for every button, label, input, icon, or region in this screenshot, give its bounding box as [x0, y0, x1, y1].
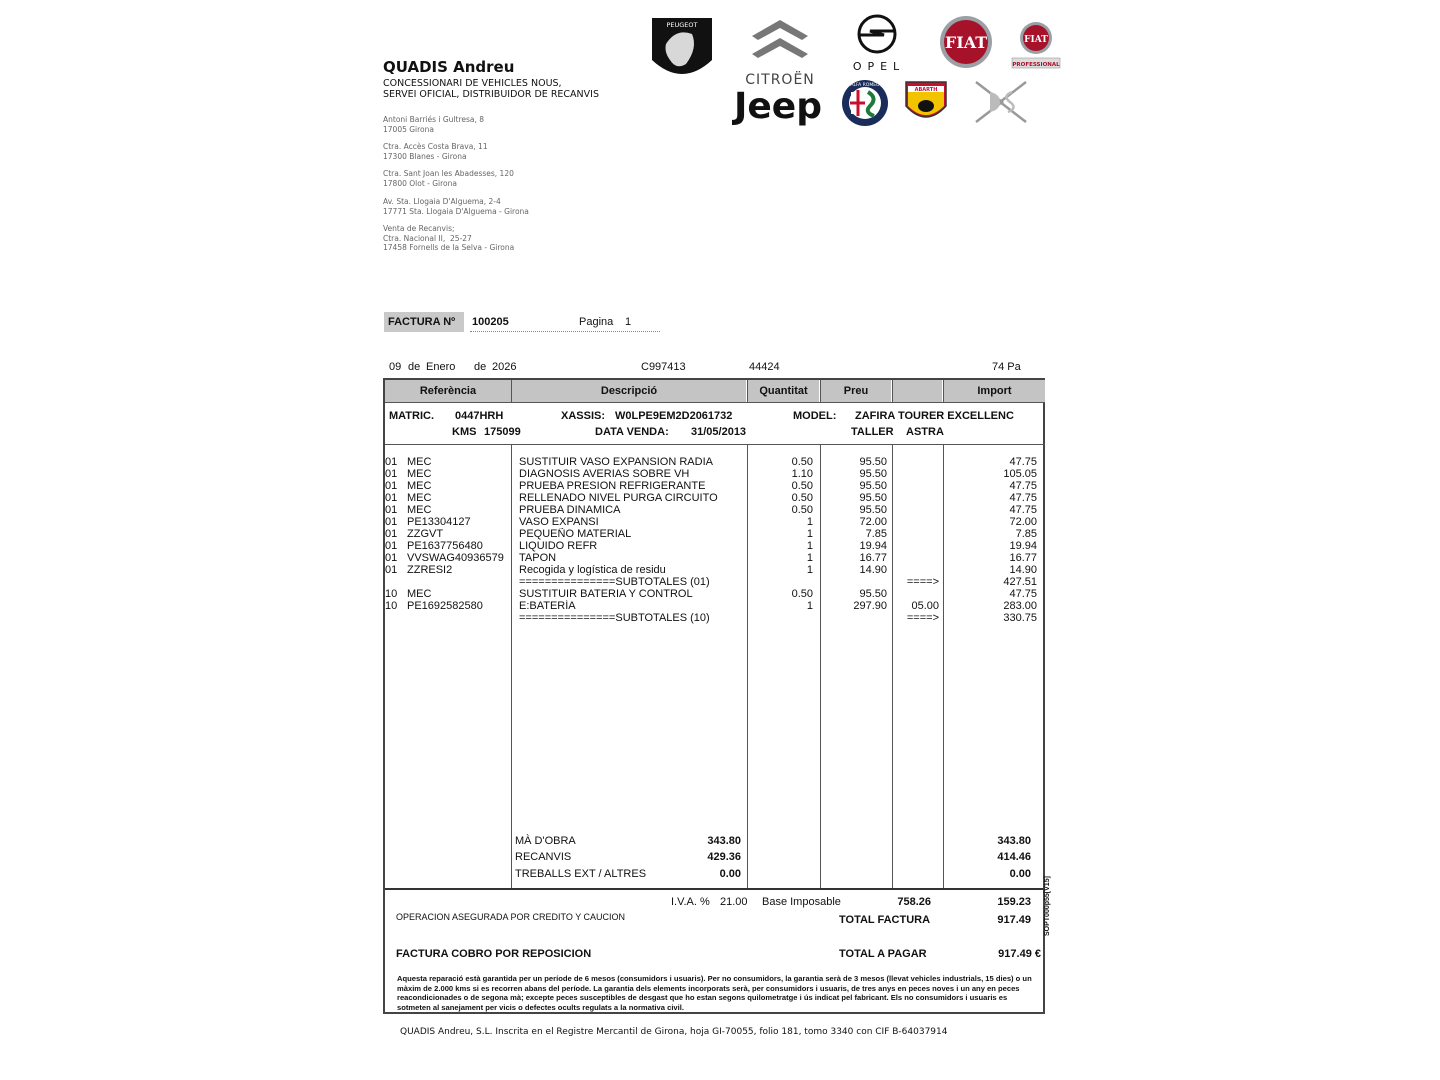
line-description: SUSTITUIR BATERIA Y CONTROL [519, 588, 693, 600]
ds-logo [972, 78, 1030, 128]
totals-divider [385, 888, 1045, 890]
line-quantity: 1 [806, 528, 813, 540]
address-4: Av. Sta. Llogaia D'Alguema, 2-4 17771 Sta. Llogaia D'Alguema - Girona [383, 197, 529, 216]
taller-value: ASTRA [906, 426, 944, 438]
kms-label: KMS [452, 426, 477, 438]
line-quantity: 1 [806, 552, 813, 564]
invoice-number: 100205 [472, 316, 509, 328]
line-reference: MEC [407, 480, 432, 492]
line-amount: 47.75 [1009, 456, 1037, 468]
line-amount: 105.05 [1003, 468, 1037, 480]
line-price: 95.50 [859, 468, 887, 480]
line-group: 01 [385, 540, 398, 552]
line-description: PRUEBA DINAMICA [519, 504, 621, 516]
body-sep-1 [511, 445, 512, 888]
company-description [383, 78, 599, 100]
line-description: RELLENADO NIVEL PURGA CIRCUITO [519, 492, 718, 504]
line-description: PEQUEÑO MATERIAL [519, 528, 632, 540]
line-group: 01 [385, 468, 398, 480]
invoice-day: 09 [389, 361, 402, 373]
line-amount: 72.00 [1009, 516, 1037, 528]
address-3: Ctra. Sant Joan les Abadesses, 120 17800 Olot - Girona [383, 169, 514, 188]
col-header-ref: Referència [385, 380, 511, 402]
fiat-text: FIAT [944, 33, 988, 52]
company-desc-line2: SERVEI OFICIAL, DISTRIBUIDOR DE RECANVIS [383, 89, 599, 100]
line-reference: PE1637756480 [407, 540, 483, 552]
line-group: 01 [385, 504, 398, 516]
peugeot-logo [646, 14, 718, 88]
line-quantity: 0.50 [791, 504, 813, 516]
company-desc-line1: CONCESSIONARI DE VEHICLES NOUS, [383, 78, 562, 89]
line-description: ===============SUBTOTALES (10) [519, 612, 710, 624]
reference-3: 74 Pa [992, 361, 1021, 373]
treballs-value: 0.00 [719, 868, 741, 880]
line-group: 01 [385, 564, 398, 576]
line-description: TAPON [519, 552, 557, 564]
header-divider [385, 402, 1045, 403]
line-extra: ====> [906, 612, 939, 624]
line-reference: VVSWAG40936579 [407, 552, 504, 564]
treballs-import: 0.00 [1009, 868, 1031, 880]
line-price: 16.77 [859, 552, 887, 564]
line-quantity: 1 [806, 600, 813, 612]
line-reference: PE13304127 [407, 516, 471, 528]
body-sep-3 [820, 445, 821, 888]
line-group: 01 [385, 480, 398, 492]
line-amount: 16.77 [1009, 552, 1037, 564]
line-quantity: 1 [806, 564, 813, 576]
cobro-text: FACTURA COBRO POR REPOSICION [396, 948, 592, 960]
citroen-logo [730, 14, 830, 86]
warranty-text: Aquesta reparació està garantida per un període de 6 mesos (consumidors i usuaris). Per no consumidors, la garantia serà de 3 mesos (llevat vehicles industrials, 15 dies) o un màxim de 2.000 kms si es recorren abans del període. La garantia dels elements incorporats serà, per consumidors i usuaris, de tres anys en peces noves i un any en peces reacondicionades o de segona mà; excepte peces susceptibles de desgast que ho estan segons quilometratge i ús indicat pel fabricant. Els no consumidors i usuaris es sotmeten al sanejament per vicis o defectes ocults regulats a la normativa civil. [397, 974, 1032, 1012]
line-extra: 05.00 [911, 600, 939, 612]
line-group: 01 [385, 528, 398, 540]
line-description: LIQUIDO REFR [519, 540, 598, 552]
line-extra: ====> [906, 576, 939, 588]
line-quantity: 1 [806, 516, 813, 528]
line-amount: 14.90 [1009, 564, 1037, 576]
citroen-text: CITROËN [745, 72, 815, 86]
address-2: Ctra. Accès Costa Brava, 11 17300 Blanes - Girona [383, 142, 488, 161]
invoice-year: 2026 [492, 361, 517, 373]
header-sep-3 [820, 380, 821, 402]
line-amount: 427.51 [1003, 576, 1037, 588]
line-price: 7.85 [865, 528, 887, 540]
line-amount: 330.75 [1003, 612, 1037, 624]
col-header-price: Preu [821, 380, 891, 402]
client-code: C997413 [641, 361, 686, 373]
line-description: DIAGNOSIS AVERIAS SOBRE VH [519, 468, 690, 480]
line-quantity: 1 [806, 540, 813, 552]
line-amount: 47.75 [1009, 588, 1037, 600]
line-quantity: 0.50 [791, 588, 813, 600]
invoice-de-2: de [474, 361, 487, 373]
ma-obra-label: MÀ D'OBRA [515, 835, 576, 847]
total-pagar-label: TOTAL A PAGAR [839, 948, 927, 960]
xassis-value: W0LPE9EM2D2061732 [615, 410, 733, 422]
line-reference: MEC [407, 456, 432, 468]
matric-label: MATRIC. [389, 410, 435, 422]
opel-logo [844, 14, 914, 74]
jeep-text: Jeep [734, 86, 822, 126]
model-value: ZAFIRA TOURER EXCELLENC [855, 410, 1014, 422]
line-reference: PE1692582580 [407, 600, 483, 612]
treballs-label: TREBALLS EXT / ALTRES [515, 868, 647, 880]
iva-amount: 159.23 [997, 896, 1031, 908]
line-price: 95.50 [859, 588, 887, 600]
line-reference: MEC [407, 492, 432, 504]
taller-label: TALLER [851, 426, 894, 438]
ds-text: DS [972, 78, 974, 79]
line-quantity: 1.10 [791, 468, 813, 480]
recanvis-import: 414.46 [997, 851, 1031, 863]
line-group: 10 [385, 588, 398, 600]
company-name: QUADIS Andreu [383, 58, 515, 76]
base-label: Base Imposable [762, 896, 841, 908]
operacion-text: OPERACION ASEGURADA POR CREDITO Y CAUCION [396, 912, 626, 922]
line-amount: 47.75 [1009, 492, 1037, 504]
line-quantity: 0.50 [791, 492, 813, 504]
invoice-number-label: FACTURA Nº [384, 312, 464, 332]
line-price: 95.50 [859, 492, 887, 504]
address-5: Venta de Recanvis; Ctra. Nacional II, 25-27 17458 Fornells de la Selva - Girona [383, 224, 515, 252]
line-price: 95.50 [859, 456, 887, 468]
line-reference: MEC [407, 588, 432, 600]
line-amount: 283.00 [1003, 600, 1037, 612]
line-reference: MEC [407, 504, 432, 516]
line-amount: 47.75 [1009, 480, 1037, 492]
fiat-logo [938, 14, 994, 70]
line-group: 01 [385, 516, 398, 528]
matric-value: 0447HRH [455, 410, 504, 422]
header-sep-2 [747, 380, 748, 402]
line-price: 19.94 [859, 540, 887, 552]
venda-label: DATA VENDA: [595, 426, 669, 438]
page-label: Pagina [579, 316, 614, 328]
page-number: 1 [625, 316, 632, 328]
line-group: 01 [385, 456, 398, 468]
professional-text: PROFESSIONAL [1012, 62, 1060, 68]
line-group: 01 [385, 552, 398, 564]
ma-obra-value: 343.80 [707, 835, 741, 847]
total-factura-label: TOTAL FACTURA [839, 914, 931, 926]
fiat-professional-logo [1010, 20, 1064, 70]
line-description: Recogida y logística de residu [519, 564, 666, 576]
invoice-month: Enero [426, 361, 456, 373]
iva-label: I.V.A. % [671, 896, 710, 908]
fiat-pro-text: FIAT [1024, 35, 1048, 45]
line-amount: 7.85 [1015, 528, 1037, 540]
body-sep-5 [943, 445, 944, 888]
peugeot-text: PEUGEOT [666, 21, 698, 29]
col-header-amount: Import [944, 380, 1045, 402]
line-description: ===============SUBTOTALES (01) [519, 576, 710, 588]
line-amount: 47.75 [1009, 504, 1037, 516]
venda-value: 31/05/2013 [691, 426, 747, 438]
jeep-logo [728, 82, 828, 126]
line-description: VASO EXPANSI [519, 516, 599, 528]
line-reference: MEC [407, 468, 432, 480]
total-factura-value: 917.49 [997, 914, 1031, 926]
recanvis-label: RECANVIS [515, 851, 572, 863]
body-sep-4 [892, 445, 893, 888]
line-price: 297.90 [853, 600, 887, 612]
kms-value: 175099 [484, 426, 521, 438]
total-pagar-value: 917.49 € [998, 948, 1041, 960]
abarth-text: ABARTH [914, 87, 938, 93]
line-price: 95.50 [859, 504, 887, 516]
line-description: PRUEBA PRESION REFRIGERANTE [519, 480, 706, 492]
line-reference: ZZGVT [407, 528, 444, 540]
reference-2: 44424 [749, 361, 780, 373]
line-description: E:BATERÍA [519, 600, 576, 612]
alfa-romeo-logo [840, 78, 890, 128]
header-sep-1 [511, 380, 512, 402]
line-price: 14.90 [859, 564, 887, 576]
line-group: 10 [385, 600, 398, 612]
line-reference: ZZRESI2 [407, 564, 453, 576]
header-sep-4 [892, 380, 893, 402]
line-quantity: 0.50 [791, 456, 813, 468]
opel-text: OPEL [852, 60, 906, 73]
col-header-qty: Quantitat [748, 380, 819, 402]
invoice-table [383, 378, 1045, 1014]
alfa-text: ALFA ROMEO [850, 83, 880, 88]
vehicle-divider [385, 444, 1045, 445]
base-value: 758.26 [897, 896, 931, 908]
col-header-desc: Descripció [512, 380, 746, 402]
col-header-blank [893, 380, 942, 402]
ma-obra-import: 343.80 [997, 835, 1031, 847]
line-group: 01 [385, 492, 398, 504]
abarth-logo [902, 78, 950, 128]
body-sep-2 [747, 445, 748, 888]
iva-percent: 21.00 [720, 896, 748, 908]
xassis-label: XASSIS: [561, 410, 606, 422]
footer-registry: QUADIS Andreu, S.L. Inscrita en el Registre Mercantil de Girona, hoja GI-70055, folio 181, tomo 3340 con CIF B-64037914 [400, 1027, 948, 1037]
line-price: 95.50 [859, 480, 887, 492]
line-description: SUSTITUIR VASO EXPANSION RADIA [519, 456, 713, 468]
line-price: 72.00 [859, 516, 887, 528]
line-amount: 19.94 [1009, 540, 1037, 552]
model-label: MODEL: [793, 410, 837, 422]
side-code: SOPT000p55[V15] [1044, 876, 1051, 936]
invoice-de-1: de [408, 361, 421, 373]
line-quantity: 0.50 [791, 480, 813, 492]
address-1: Antoni Barriés i Gultresa, 8 17005 Girona [383, 115, 485, 134]
recanvis-value: 429.36 [707, 851, 741, 863]
header-sep-5 [943, 380, 944, 402]
